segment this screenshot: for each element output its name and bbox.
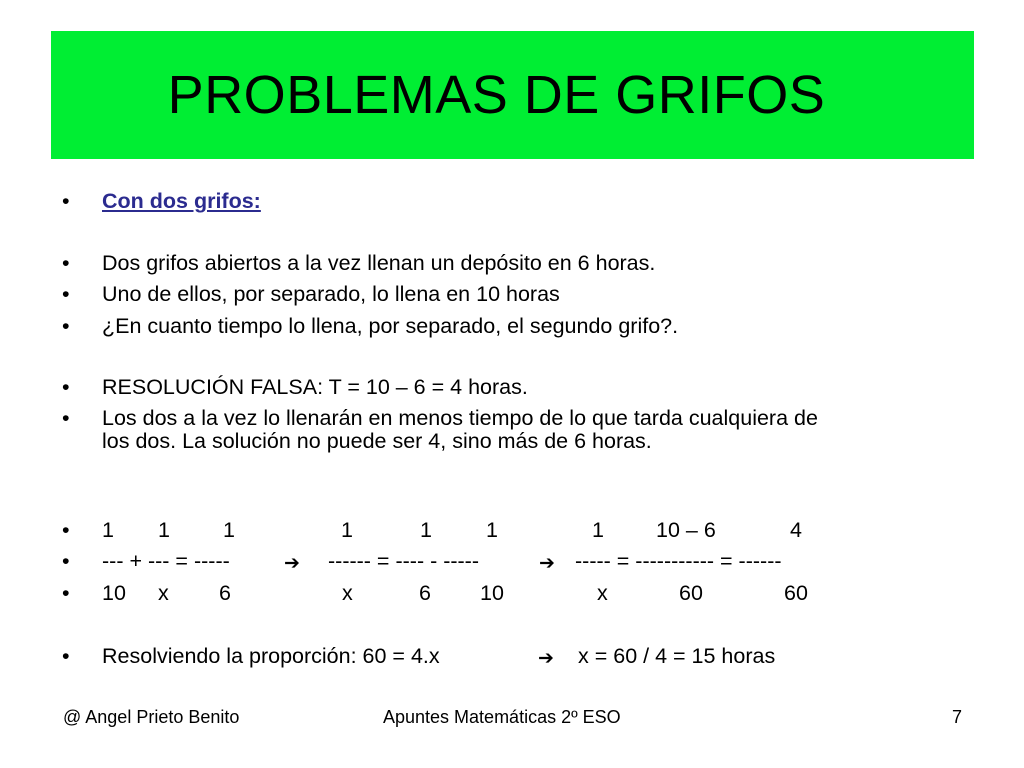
- denominator: 10: [102, 581, 126, 605]
- right-arrow-icon: ➔: [539, 552, 555, 574]
- denominator: 60: [784, 581, 808, 605]
- denominator: 6: [419, 581, 431, 605]
- fraction-bar-group: --- + --- = -----: [102, 549, 230, 573]
- numerator: 1: [223, 518, 235, 542]
- bullet-icon: •: [62, 282, 70, 306]
- statement-text: Dos grifos abiertos a la vez llenan un depósito en 6 horas.: [102, 251, 656, 275]
- bullet-icon: •: [62, 189, 70, 213]
- title-bar: [51, 31, 974, 159]
- footer-author: @ Angel Prieto Benito: [63, 707, 240, 727]
- section-heading: Con dos grifos:: [102, 189, 261, 213]
- false-resolution-text: RESOLUCIÓN FALSA: T = 10 – 6 = 4 horas.: [102, 375, 528, 399]
- numerator: 10 – 6: [656, 518, 716, 542]
- bullet-icon: •: [62, 251, 70, 275]
- denominator: x: [342, 581, 353, 605]
- denominator: x: [158, 581, 169, 605]
- numerator: 1: [158, 518, 170, 542]
- slide-title: PROBLEMAS DE GRIFOS: [167, 65, 826, 125]
- bullet-icon: •: [62, 406, 70, 430]
- final-step-item: [62, 643, 842, 669]
- numerator: 1: [592, 518, 604, 542]
- numerator: 1: [486, 518, 498, 542]
- numerator: 1: [341, 518, 353, 542]
- explanation-line: Los dos a la vez lo llenarán en menos tiempo de lo que tarda cualquiera de: [102, 406, 818, 430]
- result-text: x = 60 / 4 = 15 horas: [578, 644, 776, 668]
- footer-course: Apuntes Matemáticas 2º ESO: [383, 707, 621, 727]
- fraction-bars-row: [62, 548, 842, 574]
- bullet-icon: •: [62, 314, 70, 338]
- denominator: x: [597, 581, 608, 605]
- right-arrow-icon: ➔: [538, 647, 554, 669]
- footer-page-number: 7: [952, 707, 963, 727]
- numerator: 4: [790, 518, 802, 542]
- denominator: 10: [480, 581, 504, 605]
- fraction-denominators-row: [62, 580, 842, 606]
- statement-text: ¿En cuanto tiempo lo llena, por separado, el segundo grifo?.: [102, 314, 679, 338]
- bullet-icon: •: [62, 581, 70, 605]
- fraction-bar-group: ----- = ----------- = ------: [575, 549, 782, 573]
- bullet-icon: •: [62, 518, 70, 542]
- numerator: 1: [420, 518, 432, 542]
- proportion-text: Resolviendo la proporción: 60 = 4.x: [102, 644, 440, 668]
- bullet-icon: •: [62, 644, 70, 668]
- statement-text: Uno de ellos, por separado, lo llena en 10 horas: [102, 282, 560, 306]
- fraction-bar-group: ------ = ---- - -----: [328, 549, 480, 573]
- denominator: 60: [679, 581, 703, 605]
- denominator: 6: [219, 581, 231, 605]
- bullet-icon: •: [62, 549, 70, 573]
- right-arrow-icon: ➔: [284, 552, 300, 574]
- explanation-line: los dos. La solución no puede ser 4, sino más de 6 horas.: [102, 429, 652, 453]
- bullet-icon: •: [62, 375, 70, 399]
- fraction-numerators-row: [62, 517, 842, 543]
- numerator: 1: [102, 518, 114, 542]
